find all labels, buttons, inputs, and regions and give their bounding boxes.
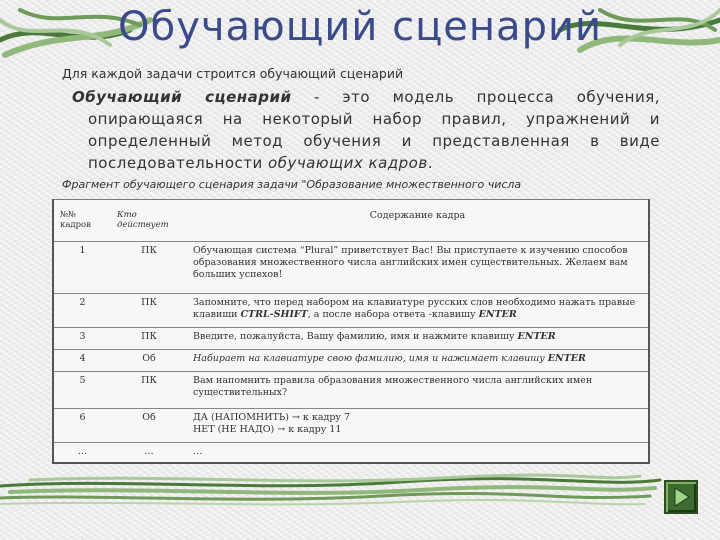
row-content: … xyxy=(187,443,649,463)
table-row xyxy=(53,294,649,328)
key-label: ENTER xyxy=(517,331,556,342)
table-row xyxy=(53,328,649,350)
slide-title: Обучающий сценарий xyxy=(118,4,602,50)
row-content: ДА (НАПОМНИТЬ) → к кадру 7 НЕТ (НЕ НАДО) → к кадру 11 xyxy=(187,409,649,443)
row-content: Набирает на клавиатуре свою фамилию, имя и нажимает клавишу ENTER xyxy=(187,350,649,372)
row-content: Введите, пожалуйста, Вашу фамилию, имя и нажмите клавишу ENTER xyxy=(187,328,649,350)
table-row xyxy=(53,242,649,294)
row-actor: ПК xyxy=(111,372,187,409)
row-num: 6 xyxy=(53,409,111,443)
key-label: ENTER xyxy=(547,353,586,364)
table-row xyxy=(53,350,649,372)
row-num: 5 xyxy=(53,372,111,409)
definition-emphasis: обучающих кадров xyxy=(268,154,428,172)
table-row xyxy=(53,372,649,409)
table-row xyxy=(53,409,649,443)
row-actor: Об xyxy=(111,350,187,372)
row-content: Обучающая система “Plural” приветствует Вас! Вы приступаете к изучению способов образования множественного числа английских имен существительных. Желаем вам больших успехов! xyxy=(187,242,649,294)
row-num: 2 xyxy=(53,294,111,328)
row-actor: ПК xyxy=(111,294,187,328)
header-num: №№ кадров xyxy=(53,200,111,242)
header-content: Содержание кадра xyxy=(187,200,649,242)
row-actor: … xyxy=(111,443,187,463)
row-actor: ПК xyxy=(111,328,187,350)
row-actor: ПК xyxy=(111,242,187,294)
definition-paragraph: Обучающий сценарий - это модель процесса обучения, опирающаяся на некоторый набор правил, упражнений и определенный метод обучения и представленная в виде последовательности обучающих кадров. xyxy=(72,88,660,172)
row-num: 3 xyxy=(53,328,111,350)
header-actor: Кто действует xyxy=(111,200,187,242)
key-label: ENTER xyxy=(478,309,517,320)
table-row xyxy=(53,443,649,463)
play-arrow-icon xyxy=(666,482,696,512)
definition-term: Обучающий сценарий xyxy=(72,88,292,106)
key-label: CTRL-SHIFT xyxy=(240,309,308,320)
table-caption: Фрагмент обучающего сценария задачи "Образование множественного числа xyxy=(62,178,522,191)
row-actor: Об xyxy=(111,409,187,443)
row-content: Запомните, что перед набором на клавиатуре русских слов необходимо нажать правые клавиши CTRL-SHIFT, а после набора ответа -клавишу ENTER xyxy=(187,294,649,328)
intro-text: Для каждой задачи строится обучающий сценарий xyxy=(62,66,404,81)
row-num: … xyxy=(53,443,111,463)
definition-body: - это модель процесса обучения, опирающаяся на некоторый набор правил, упражнений и определенный метод обучения и представленная в виде последовательности xyxy=(88,88,660,172)
next-slide-button[interactable] xyxy=(664,480,698,514)
row-content: Вам напомнить правила образования множественного числа английских имен существительных? xyxy=(187,372,649,409)
row-num: 1 xyxy=(53,242,111,294)
scenario-table xyxy=(52,199,650,464)
row-num: 4 xyxy=(53,350,111,372)
table-header-row xyxy=(53,200,649,242)
grass-decoration-bottom xyxy=(0,468,720,518)
